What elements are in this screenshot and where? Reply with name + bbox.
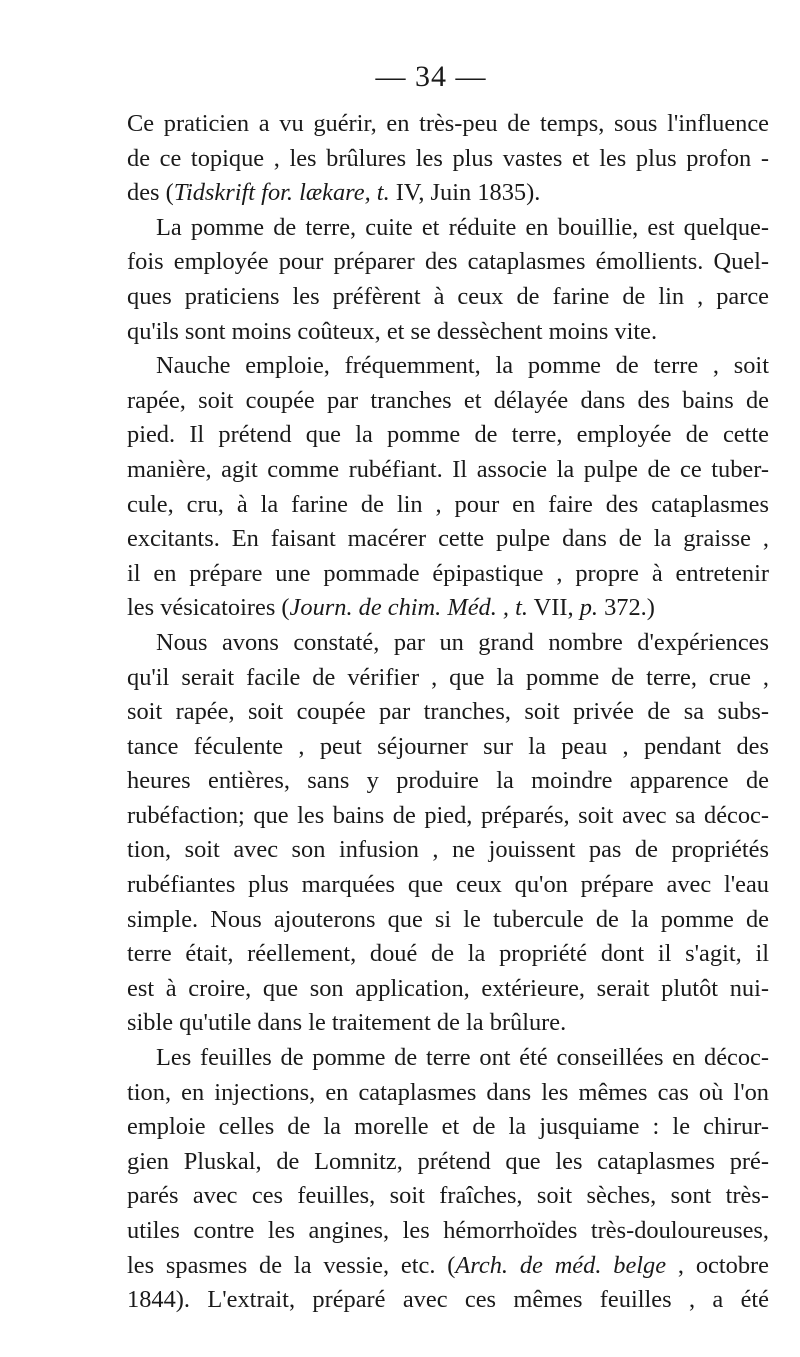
line-text: parés avec ces feuilles, soit fraîches, soit sèches, sont très- bbox=[127, 1182, 769, 1210]
line-text: tion, soit avec son infusion , ne jouissent pas de propriétés bbox=[127, 836, 769, 864]
body-text bbox=[127, 107, 769, 1318]
text-line bbox=[127, 1283, 769, 1318]
line-text: gien Pluskal, de Lomnitz, prétend que les cataplasmes pré- bbox=[127, 1147, 769, 1175]
line-text: IV, Juin 1835). bbox=[389, 179, 541, 207]
text-line bbox=[127, 695, 769, 730]
text-line bbox=[127, 764, 769, 799]
text-line bbox=[127, 1249, 769, 1284]
line-text: les vésicatoires ( bbox=[127, 594, 290, 622]
text-line bbox=[127, 418, 769, 453]
text-line bbox=[127, 384, 769, 419]
text-line bbox=[127, 315, 769, 350]
text-line bbox=[127, 522, 769, 557]
line-text: ques praticiens les préfèrent à ceux de farine de lin , parce bbox=[127, 282, 769, 310]
line-text: des ( bbox=[127, 179, 174, 207]
line-text: fois employée pour préparer des cataplasmes émollients. Quel- bbox=[127, 248, 769, 276]
line-text: emploie celles de la morelle et de la jusquiame : le chirur- bbox=[127, 1113, 769, 1141]
page-number bbox=[0, 60, 800, 94]
text-line bbox=[127, 211, 769, 246]
line-text: sible qu'utile dans le traitement de la brûlure. bbox=[127, 1009, 567, 1037]
page-number-text: — 34 — bbox=[375, 60, 487, 93]
line-text: VII, bbox=[527, 594, 580, 622]
line-text: Nous avons constaté, par un grand nombre d'expériences bbox=[156, 628, 769, 656]
citation-text: Journ. de chim. Méd. , t. bbox=[289, 594, 528, 622]
citation-text: p. bbox=[579, 594, 598, 622]
line-text: Les feuilles de pomme de terre ont été conseillées en décoc- bbox=[156, 1044, 769, 1072]
text-line bbox=[127, 903, 769, 938]
line-text: 372.) bbox=[598, 594, 655, 622]
citation-text: Arch. de méd. belge bbox=[455, 1251, 667, 1279]
line-text: rubéfiantes plus marquées que ceux qu'on prépare avec l'eau bbox=[127, 871, 769, 899]
text-line bbox=[127, 937, 769, 972]
line-text: soit rapée, soit coupée par tranches, soit privée de sa subs- bbox=[127, 698, 769, 726]
text-line bbox=[127, 488, 769, 523]
line-text: rubéfaction; que les bains de pied, préparés, soit avec sa décoc- bbox=[127, 801, 769, 829]
text-line bbox=[127, 591, 769, 626]
line-text: il en prépare une pommade épipastique , propre à entretenir bbox=[127, 559, 769, 587]
text-line bbox=[127, 142, 769, 177]
text-line bbox=[127, 280, 769, 315]
line-text: tion, en injections, en cataplasmes dans les mêmes cas où l'on bbox=[127, 1078, 769, 1106]
text-line bbox=[127, 1179, 769, 1214]
line-text: simple. Nous ajouterons que si le tubercule de la pomme de bbox=[127, 905, 769, 933]
text-line bbox=[127, 107, 769, 142]
line-text: qu'ils sont moins coûteux, et se dessèchent moins vite. bbox=[127, 317, 658, 345]
text-line bbox=[127, 1041, 769, 1076]
line-text: heures entières, sans y produire la moindre apparence de bbox=[127, 767, 769, 795]
line-text: est à croire, que son application, extérieure, serait plutôt nui- bbox=[127, 974, 769, 1002]
text-line bbox=[127, 868, 769, 903]
text-line bbox=[127, 799, 769, 834]
text-line bbox=[127, 661, 769, 696]
line-text: manière, agit comme rubéfiant. Il associe la pulpe de ce tuber- bbox=[127, 455, 769, 483]
line-text: tance féculente , peut séjourner sur la peau , pendant des bbox=[127, 732, 769, 760]
text-line bbox=[127, 730, 769, 765]
text-line bbox=[127, 453, 769, 488]
line-text: de ce topique , les brûlures les plus vastes et les plus profon - bbox=[127, 144, 769, 172]
line-text: Ce praticien a vu guérir, en très-peu de temps, sous l'influence bbox=[127, 110, 769, 137]
line-text: terre était, réellement, doué de la propriété dont il s'agit, il bbox=[127, 940, 769, 968]
line-text: excitants. En faisant macérer cette pulpe dans de la graisse , bbox=[127, 525, 769, 553]
text-line bbox=[127, 349, 769, 384]
text-line bbox=[127, 1006, 769, 1041]
line-text: 1844). L'extrait, préparé avec ces mêmes feuilles , a été bbox=[127, 1286, 769, 1314]
text-line bbox=[127, 245, 769, 280]
text-line bbox=[127, 1145, 769, 1180]
line-text: Nauche emploie, fréquemment, la pomme de terre , soit bbox=[156, 352, 769, 380]
text-line bbox=[127, 833, 769, 868]
line-text: , octobre bbox=[666, 1251, 769, 1279]
line-text: utiles contre les angines, les hémorrhoïdes très-douloureuses, bbox=[127, 1217, 769, 1244]
text-line bbox=[127, 1076, 769, 1111]
text-line bbox=[127, 1110, 769, 1145]
text-line bbox=[127, 972, 769, 1007]
line-text: qu'il serait facile de vérifier , que la pomme de terre, crue , bbox=[127, 663, 769, 691]
text-line bbox=[127, 176, 769, 211]
text-line bbox=[127, 1214, 769, 1249]
text-line bbox=[127, 557, 769, 592]
citation-text: Tidskrift for. lækare, t. bbox=[173, 179, 390, 207]
line-text: cule, cru, à la farine de lin , pour en faire des cataplasmes bbox=[127, 490, 769, 518]
line-text: rapée, soit coupée par tranches et délayée dans des bains de bbox=[127, 386, 769, 414]
text-line bbox=[127, 626, 769, 661]
line-text: pied. Il prétend que la pomme de terre, employée de cette bbox=[127, 421, 769, 449]
line-text: La pomme de terre, cuite et réduite en bouillie, est quelque- bbox=[156, 213, 769, 241]
line-text: les spasmes de la vessie, etc. ( bbox=[127, 1251, 456, 1279]
